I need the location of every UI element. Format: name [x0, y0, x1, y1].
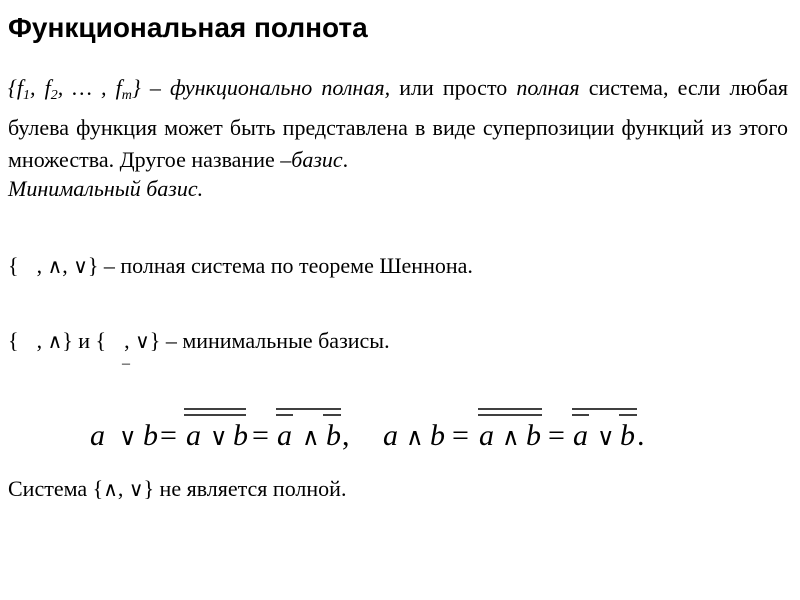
- svg-text:.: .: [637, 419, 645, 452]
- definition-text-1: или просто: [390, 75, 517, 100]
- svg-text:=: =: [252, 419, 269, 452]
- formula-left: [90, 419, 350, 452]
- minimal-bases-text: – минимальные базисы.: [160, 328, 390, 353]
- function-set: {$f_1$, $f_2$, … , $f_m$}: [8, 75, 141, 103]
- svg-text:b: b: [430, 419, 445, 452]
- minimal-basis-heading: Минимальный базис.: [8, 176, 204, 201]
- and-symbol: ∧: [47, 254, 63, 278]
- svg-text:∨: ∨: [597, 423, 615, 451]
- and-symbol: ∧: [47, 329, 63, 353]
- shannon-text: – полная система по теореме Шеннона.: [98, 253, 473, 278]
- or-symbol: ∨: [73, 254, 88, 278]
- svg-text:∨: ∨: [119, 423, 137, 451]
- svg-text:b: b: [143, 419, 158, 452]
- overlines-right: [478, 409, 637, 415]
- definition-paragraph: [8, 72, 788, 176]
- svg-text:b: b: [233, 419, 248, 452]
- svg-text:=: =: [548, 419, 565, 452]
- svg-text:=: =: [452, 419, 469, 452]
- svg-text:a: a: [479, 419, 494, 452]
- svg-text:a: a: [186, 419, 201, 452]
- svg-text:a: a: [573, 419, 588, 452]
- negation-mark: –: [122, 355, 130, 372]
- svg-text:∧: ∧: [502, 423, 520, 451]
- de-morgan-formulas: [0, 395, 800, 465]
- formula-right: [383, 419, 645, 452]
- svg-text:a: a: [383, 419, 398, 452]
- svg-text:=: =: [160, 419, 177, 452]
- term-basis: базис: [291, 147, 343, 172]
- svg-text:,: ,: [342, 419, 350, 452]
- definition-period: .: [342, 147, 349, 172]
- conclusion-text: не является полной.: [154, 476, 347, 501]
- minimal-bases-line: { , ∧} и { , ∨} – минимальные базисы.: [8, 328, 390, 353]
- page-title: Функциональная полнота: [8, 12, 368, 43]
- svg-text:a: a: [277, 419, 292, 452]
- shannon-line: { , ∧, ∨} – полная система по теореме Шеннона.: [8, 253, 473, 278]
- svg-text:a: a: [90, 419, 105, 452]
- svg-text:∧: ∧: [302, 423, 320, 451]
- term-complete: полная: [516, 75, 580, 100]
- definition-text-2: система, если любая булева функция может быть представлена в виде суперпозиции функций из этого множества. Другое название –: [8, 75, 789, 172]
- overlines-left: [184, 409, 341, 415]
- or-symbol: ∨: [135, 329, 150, 353]
- or-symbol: ∨: [128, 477, 144, 501]
- and-symbol: ∧: [103, 477, 118, 501]
- svg-text:∧: ∧: [406, 423, 424, 451]
- svg-text:b: b: [620, 419, 635, 452]
- svg-text:b: b: [526, 419, 541, 452]
- svg-text:b: b: [326, 419, 341, 452]
- svg-text:∨: ∨: [210, 423, 228, 451]
- term-functionally-complete: – функционально полная,: [140, 75, 391, 100]
- conclusion-line: Система {∧, ∨} не является полной.: [8, 476, 347, 501]
